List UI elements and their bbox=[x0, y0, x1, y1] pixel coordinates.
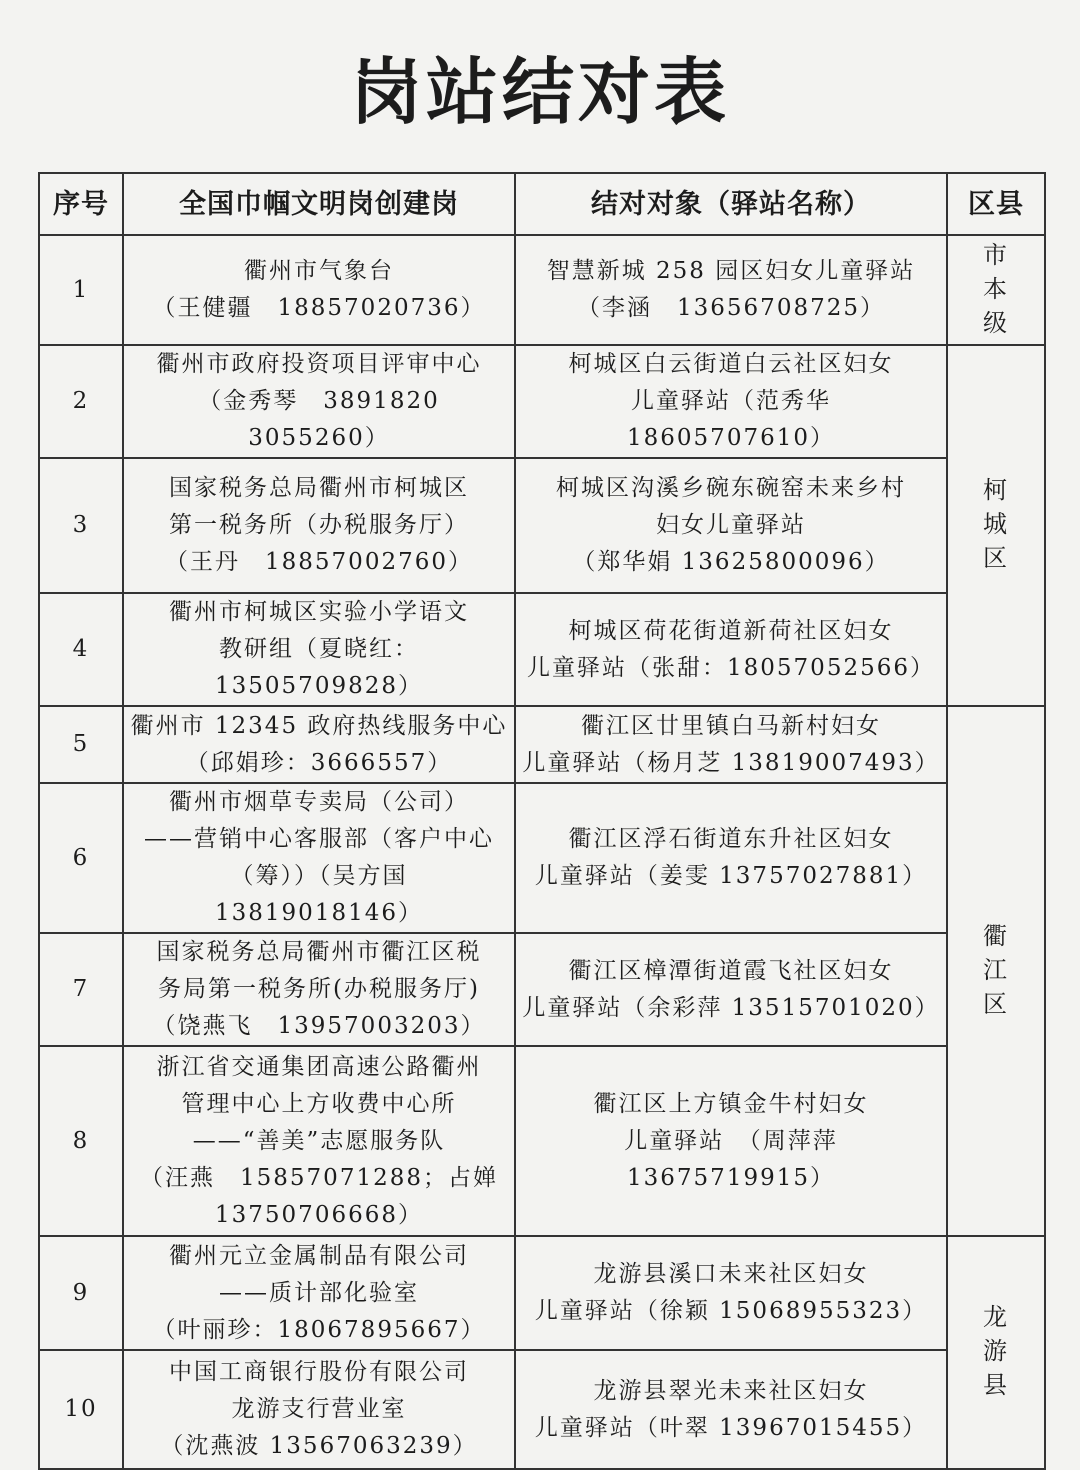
post-line: 国家税务总局衢州市衢江区税 bbox=[156, 939, 482, 965]
table-row bbox=[39, 783, 1045, 933]
row-number: 3 bbox=[39, 458, 123, 593]
target-cell bbox=[515, 706, 947, 783]
post-line: （饶燕飞 13957003203） bbox=[152, 1013, 486, 1039]
target-line: 儿童驿站 （周萍萍 13675719915） bbox=[624, 1127, 838, 1191]
district-cell bbox=[947, 235, 1045, 345]
page-title: 岗站结对表 bbox=[349, 49, 730, 134]
target-cell bbox=[515, 933, 947, 1046]
table-row bbox=[39, 458, 1045, 593]
target-cell bbox=[515, 593, 947, 706]
district-cell bbox=[947, 1236, 1045, 1469]
post-line: 中国工商银行股份有限公司 bbox=[169, 1359, 469, 1385]
post-line: ——“善美”志愿服务队 bbox=[192, 1127, 446, 1154]
target-line: 龙游县翠光未来社区妇女 bbox=[593, 1377, 869, 1404]
post-line: 衢州市烟草专卖局（公司） bbox=[169, 789, 469, 815]
target-cell bbox=[515, 783, 947, 933]
table-row bbox=[39, 345, 1045, 458]
post-line: 衢州元立金属制品有限公司 bbox=[169, 1242, 469, 1269]
target-line: 柯城区荷花街道新荷社区妇女 bbox=[568, 617, 894, 644]
target-line: 儿童驿站（张甜：18057052566） bbox=[527, 654, 935, 681]
table-row bbox=[39, 933, 1045, 1046]
target-cell bbox=[515, 345, 947, 458]
post-cell bbox=[123, 933, 515, 1046]
post-line: 第一税务所（办税服务厅） bbox=[169, 512, 469, 538]
post-line: （叶丽珍：18067895667） bbox=[152, 1316, 486, 1343]
target-line: 儿童驿站（余彩萍 13515701020） bbox=[522, 994, 940, 1021]
row-number: 10 bbox=[39, 1350, 123, 1469]
district-label: 龙游县 bbox=[983, 1303, 1009, 1399]
target-line: 衢江区樟潭街道霞飞社区妇女 bbox=[568, 957, 894, 984]
post-line: 浙江省交通集团高速公路衢州 bbox=[156, 1053, 482, 1080]
table-header-row bbox=[39, 173, 1045, 235]
post-line: （沈燕波 13567063239） bbox=[160, 1433, 478, 1459]
target-line: 智慧新城 258 园区妇女儿童驿站 bbox=[546, 258, 916, 284]
district-label: 柯城区 bbox=[983, 476, 1009, 572]
post-line: （邱娟珍：3666557） bbox=[185, 749, 453, 776]
district-label: 市本级 bbox=[983, 240, 1009, 337]
row-number: 2 bbox=[39, 345, 123, 458]
target-line: 衢江区浮石街道东升社区妇女 bbox=[568, 826, 894, 852]
target-line: 衢江区廿里镇白马新村妇女 bbox=[581, 712, 881, 739]
district-label: 衢江区 bbox=[983, 921, 1009, 1018]
post-line: 龙游支行营业室 bbox=[231, 1396, 407, 1422]
target-line: 儿童驿站（范秀华 18605707610） bbox=[627, 388, 856, 451]
target-cell bbox=[515, 458, 947, 593]
target-cell bbox=[515, 235, 947, 345]
post-cell bbox=[123, 1046, 515, 1236]
pairing-table bbox=[38, 172, 1046, 1470]
post-line: 衢州市政府投资项目评审中心 bbox=[156, 351, 482, 377]
target-cell bbox=[515, 1236, 947, 1350]
target-line: 儿童驿站（叶翠 13967015455） bbox=[534, 1414, 928, 1441]
post-line: 务局第一税务所(办税服务厅) bbox=[158, 976, 480, 1002]
header-district: 区县 bbox=[947, 173, 1045, 235]
header-target: 结对对象（驿站名称） bbox=[515, 173, 947, 235]
post-line: 管理中心上方收费中心所 bbox=[181, 1090, 457, 1117]
post-line: 13750706668） bbox=[215, 1201, 423, 1228]
post-cell bbox=[123, 235, 515, 345]
post-line: （王丹 18857002760） bbox=[165, 549, 473, 575]
table-row bbox=[39, 1236, 1045, 1350]
target-line: 妇女儿童驿站 bbox=[656, 512, 806, 538]
row-number: 6 bbox=[39, 783, 123, 933]
post-line: 教研组（夏晓红：13505709828） bbox=[215, 636, 423, 699]
district-cell bbox=[947, 345, 1045, 706]
post-cell bbox=[123, 706, 515, 783]
target-line: 龙游县溪口未来社区妇女 bbox=[593, 1261, 869, 1287]
post-line: （汪燕 15857071288；占婵 bbox=[140, 1164, 498, 1191]
post-line: 国家税务总局衢州市柯城区 bbox=[169, 475, 469, 501]
post-cell bbox=[123, 783, 515, 933]
target-line: （郑华娟 13625800096） bbox=[572, 549, 890, 575]
row-number: 8 bbox=[39, 1046, 123, 1236]
target-cell bbox=[515, 1046, 947, 1236]
district-cell bbox=[947, 706, 1045, 1236]
post-line: ——质计部化验室 bbox=[219, 1279, 419, 1306]
post-cell bbox=[123, 593, 515, 706]
row-number: 9 bbox=[39, 1236, 123, 1350]
post-cell bbox=[123, 1236, 515, 1350]
row-number: 5 bbox=[39, 706, 123, 783]
header-num: 序号 bbox=[39, 173, 123, 235]
post-line: （筹））（吴方国 13819018146） bbox=[215, 863, 433, 926]
post-line: 衢州市气象台 bbox=[244, 258, 394, 284]
post-line: 衢州市柯城区实验小学语文 bbox=[169, 599, 469, 625]
post-cell bbox=[123, 345, 515, 458]
target-line: 儿童驿站（徐颖 15068955323） bbox=[534, 1298, 928, 1324]
target-line: 柯城区沟溪乡碗东碗窑未来乡村 bbox=[556, 475, 906, 501]
table-row bbox=[39, 593, 1045, 706]
row-number: 7 bbox=[39, 933, 123, 1046]
post-line: ——营销中心客服部（客户中心 bbox=[144, 826, 494, 852]
target-line: （李涵 13656708725） bbox=[577, 295, 885, 321]
target-line: 衢江区上方镇金牛村妇女 bbox=[593, 1090, 869, 1117]
table-row bbox=[39, 706, 1045, 783]
table-row bbox=[39, 1046, 1045, 1236]
target-line: 儿童驿站（杨月芝 13819007493） bbox=[522, 749, 940, 776]
header-post: 全国巾帼文明岗创建岗 bbox=[123, 173, 515, 235]
target-line: 柯城区白云街道白云社区妇女 bbox=[568, 351, 894, 377]
post-cell bbox=[123, 458, 515, 593]
post-line: 衢州市 12345 政府热线服务中心 bbox=[130, 712, 508, 739]
target-line: 儿童驿站（姜雯 13757027881） bbox=[534, 863, 928, 889]
post-line: （王健疆 18857020736） bbox=[152, 295, 486, 321]
post-line: （金秀琴 3891820 3055260） bbox=[198, 388, 440, 451]
row-number: 4 bbox=[39, 593, 123, 706]
table-row bbox=[39, 235, 1045, 345]
row-number: 1 bbox=[39, 235, 123, 345]
